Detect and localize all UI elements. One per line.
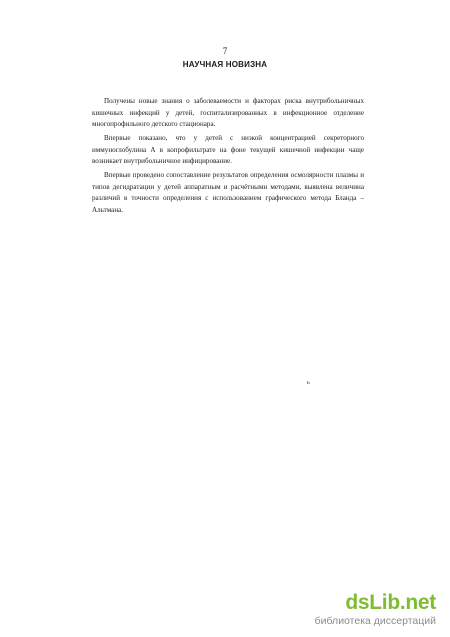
- watermark: [315, 592, 436, 627]
- watermark-tagline: библиотека диссертаций: [314, 615, 436, 627]
- body-text: [92, 96, 364, 219]
- page-number: 7: [222, 46, 228, 56]
- watermark-logo: dsLib.net: [345, 591, 436, 614]
- paragraph: Впервые проведено сопоставление результатов определения осмолярности плазмы и типов дегидратации у детей аппаратным и расчётными методами, выявлена величина различий в точности определения с использованием графического метода Бланда – Альтмана.: [92, 170, 364, 214]
- paragraph: Получены новые знания о заболеваемости и факторах риска внутрибольничных кишечных инфекций у детей, госпитализированных в инфекционное отделение многопрофильного детского стационара.: [92, 97, 364, 129]
- stray-mark: ь: [307, 380, 310, 386]
- section-heading: НАУЧНАЯ НОВИЗНА: [182, 60, 268, 69]
- paragraph: Впервые показано, что у детей с низкой концентрацией секреторного иммуноглобулина А в копрофильтрате на фоне текущей кишечной инфекции чаще возникает внутрибольничное инфицирование.: [92, 133, 364, 166]
